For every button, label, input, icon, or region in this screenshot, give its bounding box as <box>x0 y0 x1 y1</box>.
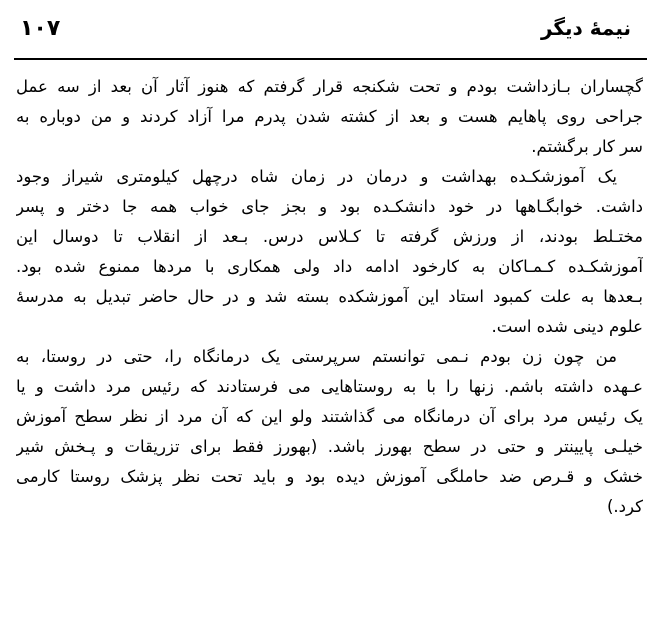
text-line: من چون زن بودم نـمی توانستم سرپرستی یک درمانگاه را، حتی در روستا، به <box>16 347 617 366</box>
text-line: یک آموزشکـده بهداشت و درمان در زمان شاه درچهل کیلومتری شیراز وجود <box>16 167 617 186</box>
paragraph-1 <box>16 72 643 162</box>
text-line: آموزشکـده کـمـاکان به کارخود ادامه داد ولی همکاری با مردها ممنوع شده بود. <box>16 257 643 276</box>
text-line: یک رئیس مرد برای آن درمانگاه می گذاشتند ولو این که آن مرد از نظر سطح آموزش <box>16 407 643 426</box>
paragraph-3 <box>16 342 643 522</box>
text-line: خشک و قـرص ضد حاملگی آموزش دیده بود و باید تحت نظر پزشک روستا کارمی <box>16 467 643 486</box>
text-line: گچساران بـازداشت بودم و تحت شکنجه قرار گرفتم که هنوز آثار آن بعد از سه عمل <box>16 77 643 96</box>
text-line: کرد.) <box>607 497 643 516</box>
text-line: علوم دینی شده است. <box>491 317 643 336</box>
header-divider <box>14 58 647 60</box>
paragraph-2 <box>16 162 643 342</box>
page-header <box>14 10 647 50</box>
text-line: جراحی روی پاهایم هست و بعد از کشته شدن پدرم مرا آزاد کردند و من دوباره به <box>16 107 643 126</box>
page-number: ۱۰۷ <box>20 16 61 41</box>
text-line: داشت. خوابگـاهها در خود دانشکـده بود و بجز جای خواب همه جا دختر و پسر <box>16 197 643 216</box>
text-line: عـهده داشته باشم. زنها را با به روستاهایی می فرستادند که رئیس مرد داشت و یا <box>16 377 643 396</box>
text-line: بـعدها به علت کمبود استاد این آموزشکده بسته شد و در حال حاضر تبدیل به مدرسهٔ <box>16 287 643 306</box>
text-line: مختـلط بودند، از ورزش گرفته تا کـلاس درس. بـعد از انقلاب تا دوسال این <box>16 227 643 246</box>
running-title: نیمهٔ دیگر <box>540 16 631 40</box>
text-line: سر کار برگشتم. <box>531 137 643 156</box>
body-text <box>16 72 643 522</box>
text-line: خیلـی پایینتر و حتی در سطح بهورز باشد. (بهورز فقط برای تزریقات و پـخش شیر <box>16 437 643 456</box>
